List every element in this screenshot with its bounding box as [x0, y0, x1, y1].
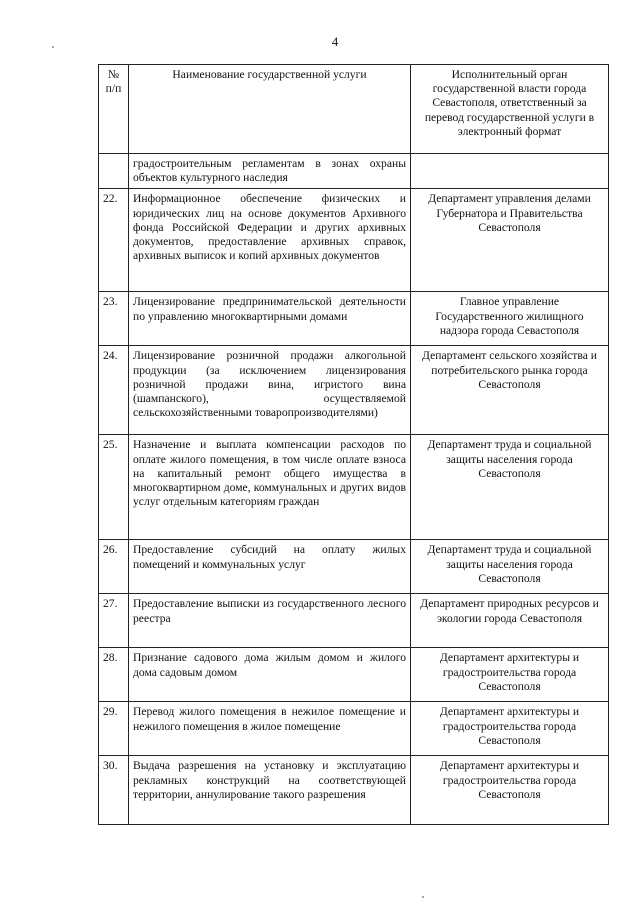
row-number: 23.	[99, 292, 129, 346]
table-row-continuation	[99, 154, 609, 189]
responsible-authority: Департамент архитектуры и градостроительства города Севастополя	[411, 702, 609, 756]
row-number: 29.	[99, 702, 129, 756]
responsible-authority: Департамент архитектуры и градостроительства города Севастополя	[411, 648, 609, 702]
table-row	[99, 435, 609, 540]
table-row	[99, 594, 609, 648]
row-number: 28.	[99, 648, 129, 702]
header-authority: Исполнительный орган государственной власти города Севастополя, ответственный за перевод государственной услуги в электронный формат	[411, 65, 609, 154]
service-name: Информационное обеспечение физических и юридических лиц на основе документов Архивного фонда Российской Федерации и других архивных документов, предоставление архивных справок, архивных выписок и копий архивных документов	[129, 189, 411, 292]
table-row	[99, 292, 609, 346]
scan-speck	[422, 896, 424, 898]
service-name: Перевод жилого помещения в нежилое помещение и нежилого помещения в жилое помещение	[129, 702, 411, 756]
responsible-authority: Департамент природных ресурсов и экологии города Севастополя	[411, 594, 609, 648]
service-name: Предоставление субсидий на оплату жилых помещений и коммунальных услуг	[129, 540, 411, 594]
table-row	[99, 540, 609, 594]
row-number: 24.	[99, 346, 129, 435]
row-number: 22.	[99, 189, 129, 292]
responsible-authority: Департамент труда и социальной защиты населения города Севастополя	[411, 540, 609, 594]
responsible-authority: Департамент архитектуры и градостроительства города Севастополя	[411, 756, 609, 825]
row-number: 27.	[99, 594, 129, 648]
table-row	[99, 756, 609, 825]
page-number: 4	[331, 34, 339, 49]
services-table	[98, 64, 609, 825]
table-row	[99, 189, 609, 292]
row-number: 26.	[99, 540, 129, 594]
row-number: 30.	[99, 756, 129, 825]
service-name: Признание садового дома жилым домом и жилого дома садовым домом	[129, 648, 411, 702]
header-number: № п/п	[99, 65, 129, 154]
responsible-authority	[411, 154, 609, 189]
scan-speck	[52, 46, 54, 48]
service-name: Предоставление выписки из государственного лесного реестра	[129, 594, 411, 648]
header-service: Наименование государственной услуги	[129, 65, 411, 154]
service-name: Назначение и выплата компенсации расходов по оплате жилого помещения, в том числе оплате взноса на капитальный ремонт общего имущества в многоквартирном доме, коммунальных и других видов услуг отдельным категориям граждан	[129, 435, 411, 540]
table-row	[99, 346, 609, 435]
service-name: Лицензирование розничной продажи алкогольной продукции (за исключением лицензирования розничной продажи вина, игристого вина (шампанского), осуществляемой сельскохозяйственными товаропроизводителями)	[129, 346, 411, 435]
table-row	[99, 702, 609, 756]
row-number: 25.	[99, 435, 129, 540]
table-row	[99, 648, 609, 702]
service-name: градостроительным регламентам в зонах охраны объектов культурного наследия	[129, 154, 411, 189]
service-name: Лицензирование предпринимательской деятельности по управлению многоквартирными домами	[129, 292, 411, 346]
responsible-authority: Департамент управления делами Губернатора и Правительства Севастополя	[411, 189, 609, 292]
row-number	[99, 154, 129, 189]
responsible-authority: Департамент сельского хозяйства и потребительского рынка города Севастополя	[411, 346, 609, 435]
responsible-authority: Главное управление Государственного жилищного надзора города Севастополя	[411, 292, 609, 346]
table-header-row	[99, 65, 609, 154]
service-name: Выдача разрешения на установку и эксплуатацию рекламных конструкций на соответствующей территории, аннулирование такого разрешения	[129, 756, 411, 825]
responsible-authority: Департамент труда и социальной защиты населения города Севастополя	[411, 435, 609, 540]
